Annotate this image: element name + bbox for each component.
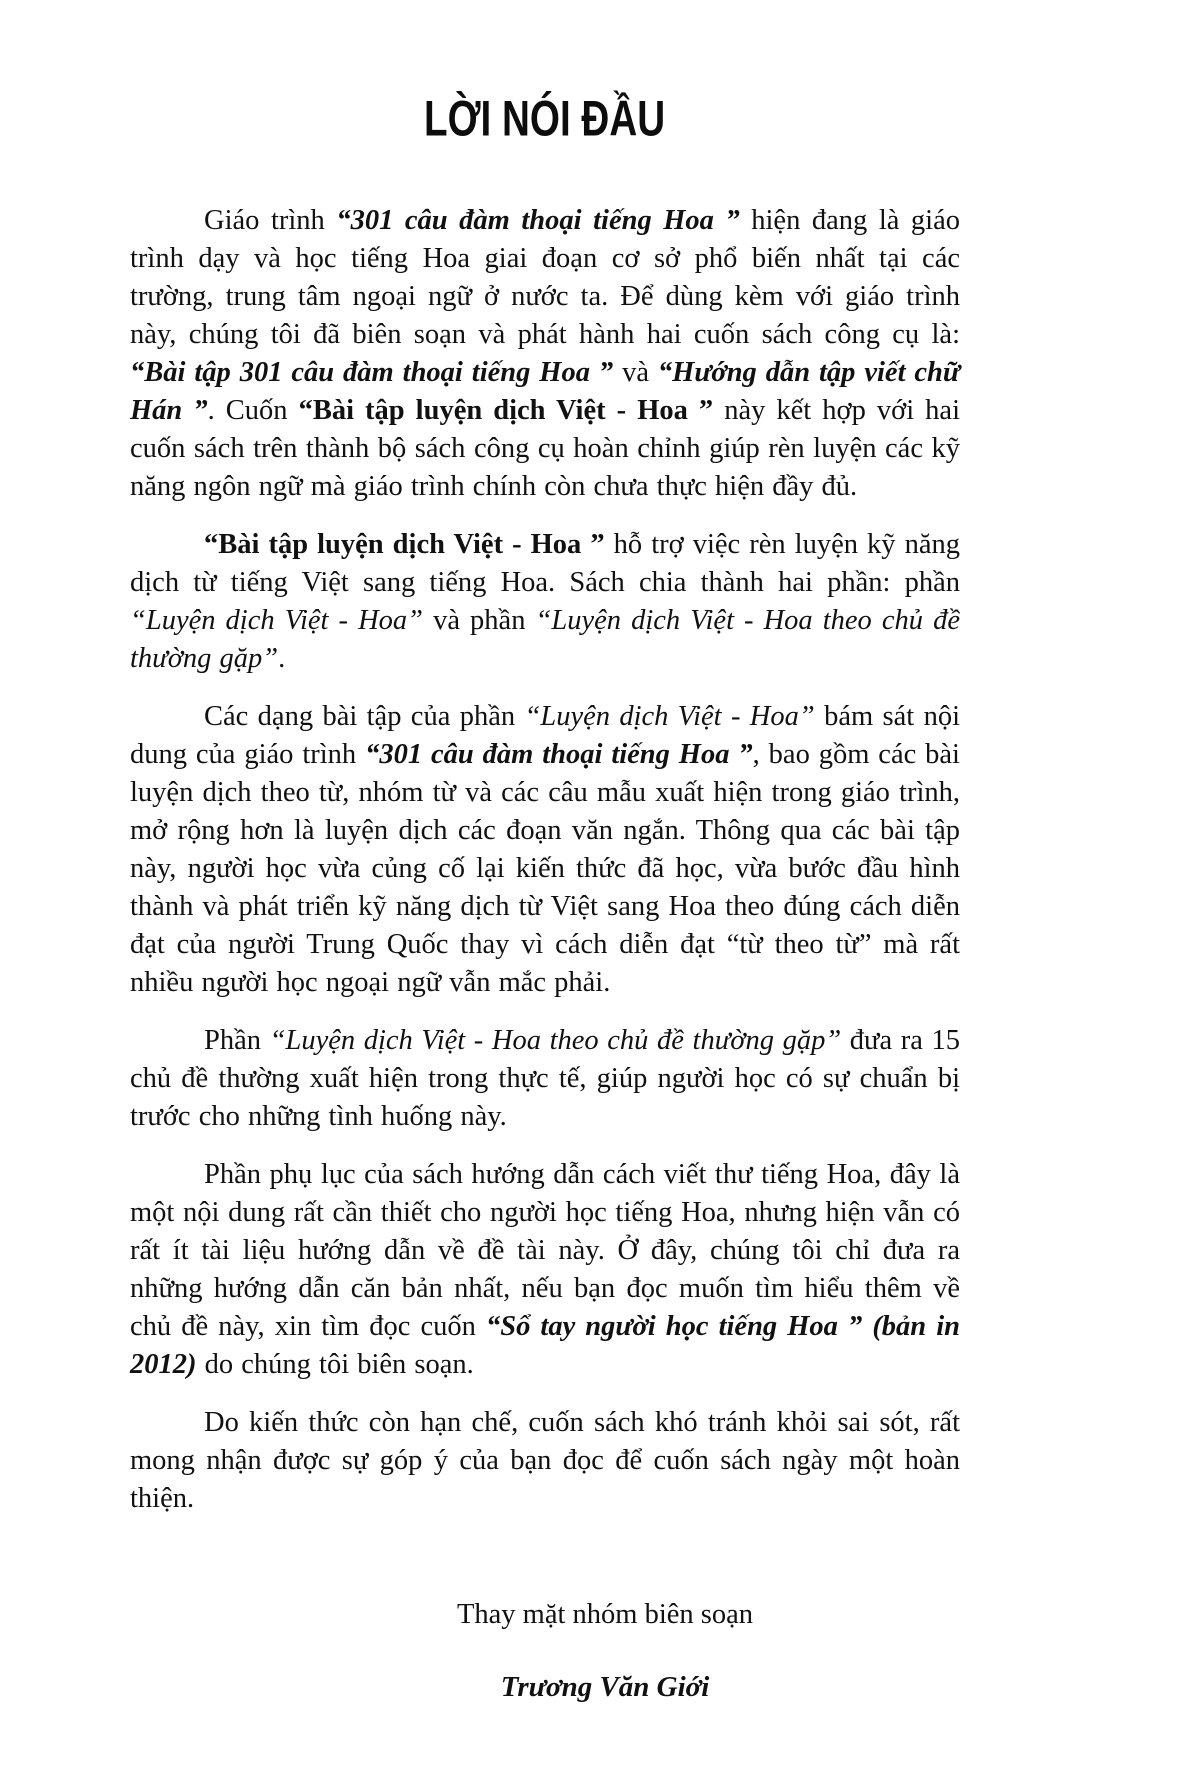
text-run: Các dạng bài tập của phần: [204, 701, 525, 732]
paragraphs: [130, 202, 960, 1518]
text-run: này kết hợp với hai cuốn sách trên thành bộ sách công cụ hoàn chỉnh giúp rèn luyện các kỹ năng ngôn ngữ mà giáo trình chính còn chưa thực hiện đầy đủ.: [130, 395, 960, 502]
text-run: “301 câu đàm thoại tiếng Hoa ”: [336, 205, 740, 236]
text-run: và phần: [423, 605, 536, 636]
text-run: Giáo trình: [204, 205, 337, 236]
text-run: . Cuốn: [207, 395, 299, 426]
text-run: .: [278, 643, 286, 674]
page-title-text: LỜI NÓI ĐẦU: [424, 89, 666, 147]
text-run: “Hướng dẫn tập viết chữ Hán ”: [130, 357, 960, 426]
text-run: Phần: [204, 1025, 270, 1056]
text-run: “Luyện dịch Việt - Hoa theo chủ đề thường gặp”: [269, 1025, 842, 1056]
text-run: bám sát nội dung của giáo trình: [130, 701, 960, 770]
paragraph: [130, 526, 960, 678]
paragraph: [130, 698, 960, 1002]
text-run: “Bài tập luyện dịch Việt - Hoa ”: [204, 529, 605, 560]
paragraph: [130, 1156, 960, 1384]
text-run: hỗ trợ việc rèn luyện kỹ năng dịch từ tiếng Việt sang tiếng Hoa. Sách chia thành hai phần: phần: [130, 529, 960, 598]
text-run: “Luyện dịch Việt - Hoa theo chủ đề thường gặp”: [130, 605, 960, 674]
page-title: [130, 89, 960, 147]
text-run: Do kiến thức còn hạn chế, cuốn sách khó tránh khỏi sai sót, rất mong nhận được sự góp ý của bạn đọc để cuốn sách ngày một hoàn thiện.: [130, 1407, 960, 1514]
paragraph: [130, 1022, 960, 1136]
closing-block: [130, 1596, 960, 1706]
text-run: “301 câu đàm thoại tiếng Hoa ”: [365, 739, 753, 770]
text-run: “Bài tập 301 câu đàm thoại tiếng Hoa ”: [130, 357, 614, 388]
page-content: [130, 89, 961, 1706]
text-run: “Sổ tay người học tiếng Hoa ” (bản in 2012): [130, 1311, 961, 1380]
text-run: “Bài tập luyện dịch Việt - Hoa ”: [298, 395, 714, 426]
text-run: hiện đang là giáo trình dạy và học tiếng Hoa giai đoạn cơ sở phổ biến nhất tại các trường, trung tâm ngoại ngữ ở nước ta. Để dùng kèm với giáo trình này, chúng tôi đã biên soạn và phát hành hai cuốn sách công cụ là:: [130, 205, 960, 350]
text-run: do chúng tôi biên soạn.: [196, 1349, 474, 1380]
text-run: và: [613, 357, 658, 388]
paragraph: [130, 1404, 960, 1518]
text-run: đưa ra 15 chủ đề thường xuất hiện trong thực tế, giúp người học có sự chuẩn bị trước cho những tình huống này.: [130, 1025, 961, 1132]
byline: Thay mặt nhóm biên soạn: [456, 1599, 754, 1630]
text-run: , bao gồm các bài luyện dịch theo từ, nhóm từ và các câu mẫu xuất hiện trong giáo trình, mở rộng hơn là luyện dịch các đoạn văn ngắn. Thông qua các bài tập này, người học vừa củng cố lại kiến thức đã học, vừa bước đầu hình thành và phát triển kỹ năng dịch từ Việt sang Hoa theo đúng cách diễn đạt của người Trung Quốc thay vì cách diễn đạt “từ theo từ” mà rất nhiều người học ngoại ngữ vẫn mắc phải.: [130, 739, 960, 998]
signature: Trương Văn Giới: [500, 1671, 710, 1703]
text-run: Phần phụ lục của sách hướng dẫn cách viết thư tiếng Hoa, đây là một nội dung rất cần thiết cho người học tiếng Hoa, nhưng hiện vẫn có rất ít tài liệu hướng dẫn về đề tài này. Ở đây, chúng tôi chỉ đưa ra những hướng dẫn căn bản nhất, nếu bạn đọc muốn tìm hiểu thêm về chủ đề này, xin tìm đọc cuốn: [130, 1159, 960, 1342]
text-run: “Luyện dịch Việt - Hoa”: [524, 701, 815, 732]
paragraph: [130, 202, 960, 506]
text-run: “Luyện dịch Việt - Hoa”: [130, 605, 424, 636]
